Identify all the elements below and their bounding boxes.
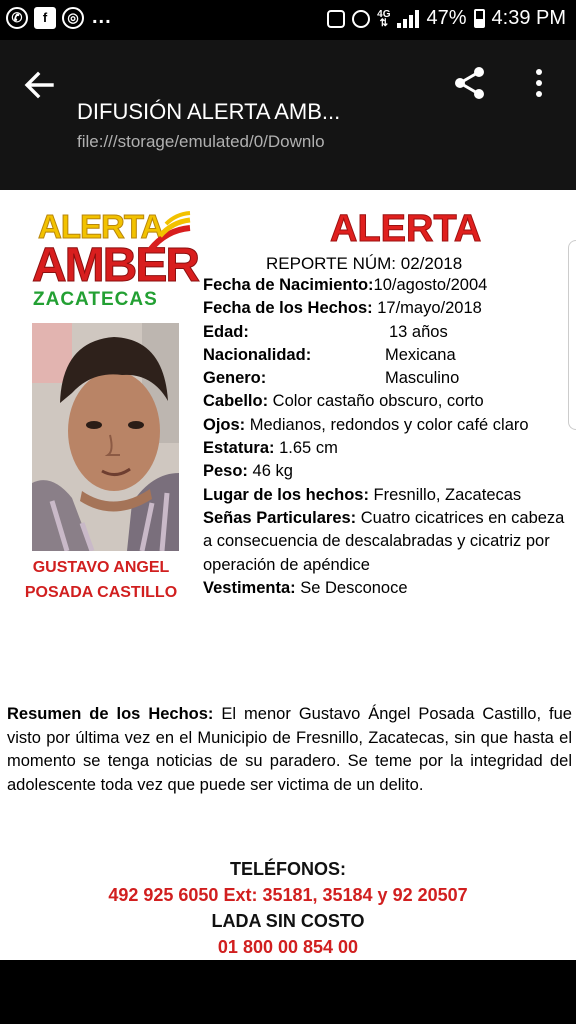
signal-icon xyxy=(397,10,419,28)
whatsapp-icon: ✆ xyxy=(6,7,28,29)
screenshot-icon xyxy=(327,10,345,28)
document-page[interactable] xyxy=(0,190,576,960)
fact-nationality: Nacionalidad: Mexicana xyxy=(203,345,456,364)
scrollbar-thumb[interactable] xyxy=(568,240,576,430)
soccer-icon: ◎ xyxy=(62,7,84,29)
fact-event-place: Lugar de los hechos: Fresnillo, Zacatecas xyxy=(203,485,522,504)
battery-percent: 47% xyxy=(426,7,467,29)
fact-distinguishing-marks: Señas Particulares: Cuatro cicatrices en cabeza a consecuencia de descalabradas y cicatriz por operación de apéndice xyxy=(203,508,565,574)
bottom-black-area xyxy=(0,960,576,1024)
clock: 4:39 PM xyxy=(491,7,566,29)
alert-heading: ALERTA xyxy=(330,208,482,250)
phone-numbers: 492 925 6050 Ext: 35181, 35184 y 92 20507 xyxy=(108,885,468,905)
document-path: file:///storage/emulated/0/Downlo xyxy=(77,132,325,151)
phones-label: TELÉFONOS: xyxy=(230,859,346,879)
more-options-icon[interactable] xyxy=(528,68,550,98)
fact-clothing: Vestimenta: Se Desconoce xyxy=(203,578,408,597)
back-arrow-icon[interactable] xyxy=(22,68,56,102)
battery-icon xyxy=(474,9,485,28)
contact-info xyxy=(0,856,576,960)
fact-eyes: Ojos: Medianos, redondos y color café claro xyxy=(203,415,529,434)
fact-hair: Cabello: Color castaño obscuro, corto xyxy=(203,392,484,411)
fact-weight: Peso: 46 kg xyxy=(203,462,293,481)
fact-event-date: Fecha de los Hechos: 17/mayo/2018 xyxy=(203,299,482,318)
notification-overflow: ... xyxy=(92,6,112,28)
logo-alerta-text: ALERTA xyxy=(38,208,164,245)
toll-free-label: LADA SIN COSTO xyxy=(211,911,365,931)
fact-gender: Genero: Masculino xyxy=(203,369,460,388)
status-bar xyxy=(0,0,576,40)
toll-free-number: 01 800 00 854 00 xyxy=(217,937,359,957)
facebook-icon: f xyxy=(34,7,56,29)
fact-birthdate: Fecha de Nacimiento:10/agosto/2004 xyxy=(203,276,488,294)
alarm-icon xyxy=(352,10,370,28)
child-details xyxy=(203,274,573,600)
alerta-amber-logo xyxy=(30,208,196,314)
signal-arcs-icon xyxy=(146,210,194,270)
report-number: REPORTE NÚM: 02/2018 xyxy=(266,254,463,273)
fact-height: Estatura: 1.65 cm xyxy=(203,439,338,458)
document-title: DIFUSIÓN ALERTA AMB... xyxy=(77,99,341,124)
logo-zacatecas-text: ZACATECAS xyxy=(33,289,158,310)
logo-amber-text: AMBER xyxy=(32,239,198,292)
fact-age: Edad: 13 años xyxy=(203,322,448,341)
child-name: GUSTAVO ANGEL POSADA CASTILLO xyxy=(24,559,178,601)
missing-child-photo xyxy=(32,323,179,551)
share-icon[interactable] xyxy=(452,65,488,101)
network-type: 4G ⇅ xyxy=(377,8,391,29)
app-bar xyxy=(0,40,576,190)
event-summary: Resumen de los Hechos: El menor Gustavo Ángel Posada Castillo, fue visto por última vez en el Municipio de Fresnillo, Zacatecas, sin que hasta el momento se tenga noticias de su paradero. Se teme por la integridad del adolescente toda vez que puede ser victima de un delito. xyxy=(7,705,572,794)
